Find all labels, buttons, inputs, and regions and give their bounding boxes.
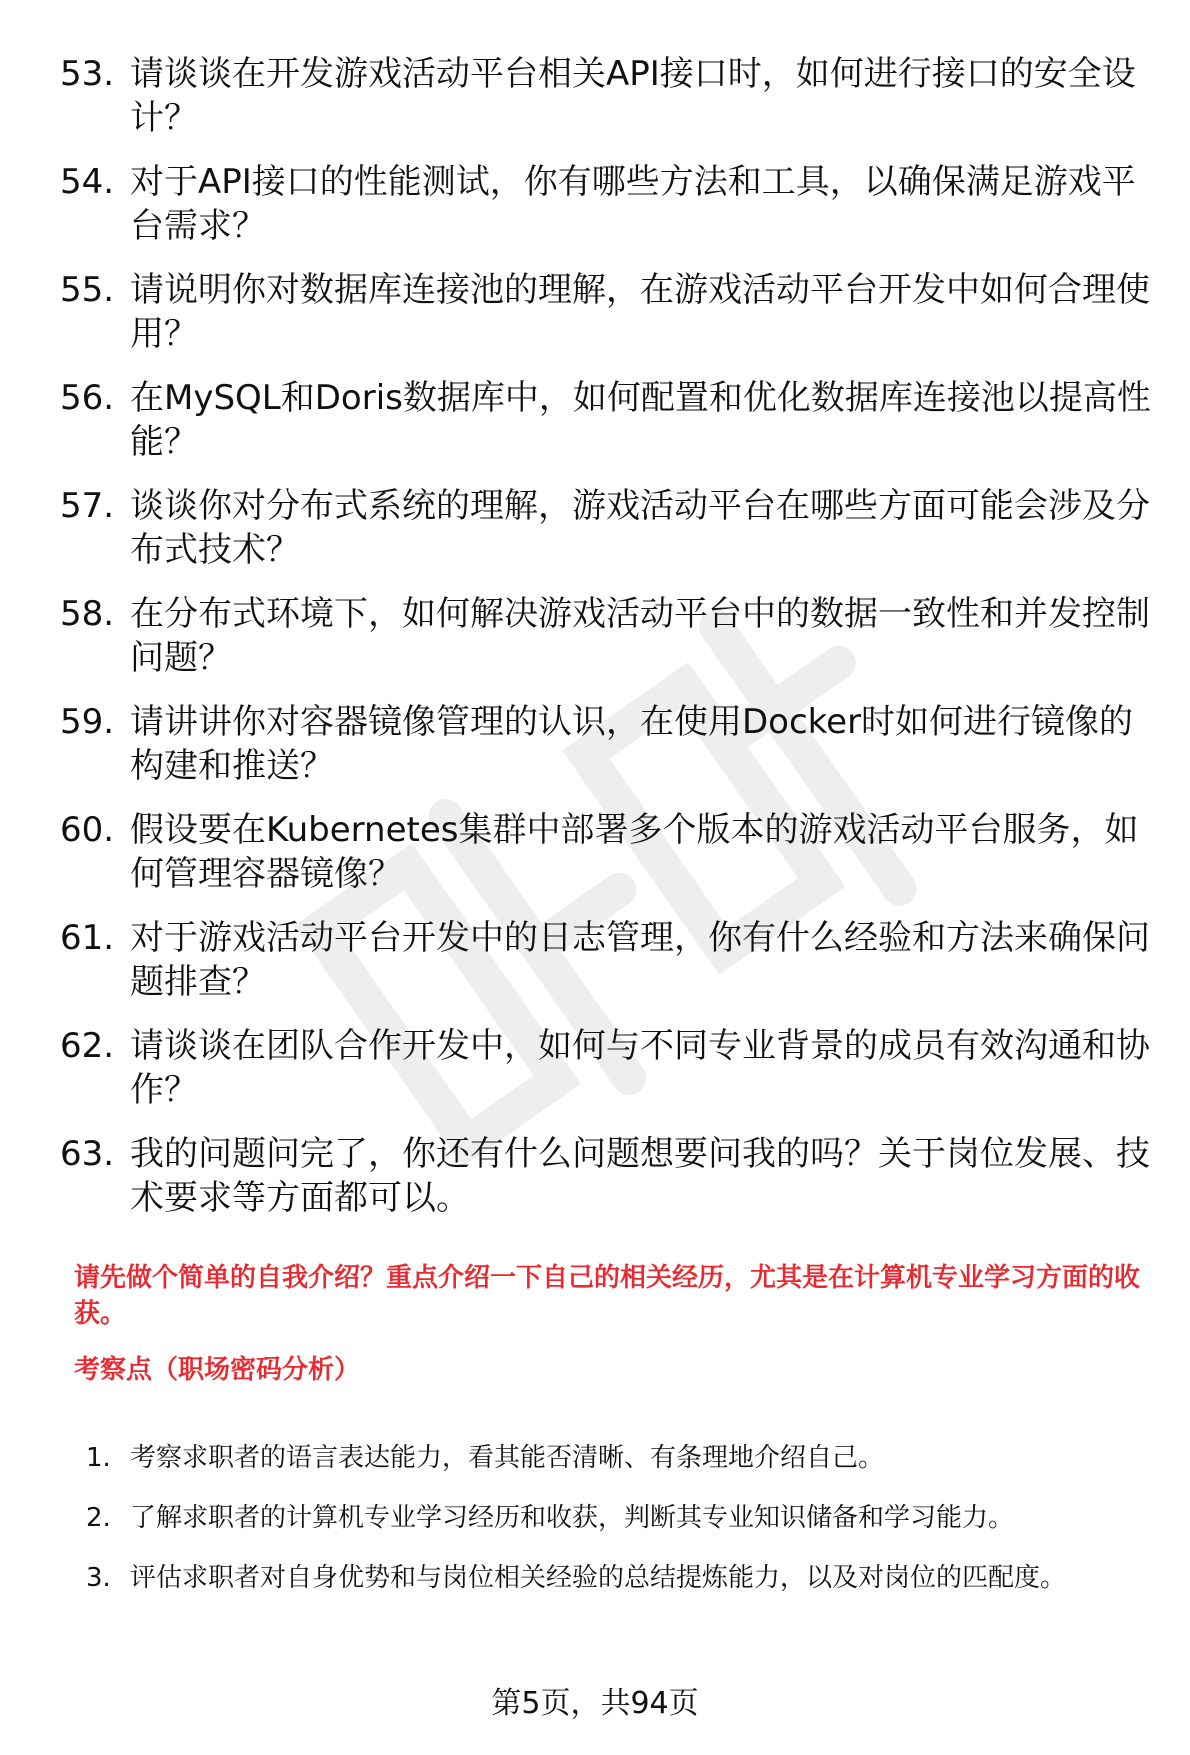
- question-text: 请谈谈在团队合作开发中，如何与不同专业背景的成员有效沟通和协作？: [130, 1026, 1150, 1110]
- question-number: 54.: [60, 162, 115, 202]
- question-text: 请说明你对数据库连接池的理解，在游戏活动平台开发中如何合理使用？: [130, 270, 1150, 354]
- question-number: 62.: [60, 1026, 115, 1066]
- list-item-number: 1.: [86, 1443, 111, 1473]
- list-item-number: 2.: [86, 1503, 111, 1533]
- list-item-text: 考察求职者的语言表达能力，看其能否清晰、有条理地介绍自己。: [130, 1443, 885, 1473]
- question-item: [60, 484, 1160, 572]
- question-item: [60, 160, 1160, 248]
- question-number: 56.: [60, 378, 115, 418]
- question-text: 对于API接口的性能测试，你有哪些方法和工具，以确保满足游戏平台需求？: [130, 162, 1136, 246]
- question-number: 60.: [60, 810, 115, 850]
- question-list: [60, 52, 1160, 1240]
- question-item: [60, 1132, 1160, 1220]
- list-item: [86, 1548, 1156, 1608]
- question-item: [60, 916, 1160, 1004]
- question-number: 63.: [60, 1134, 115, 1174]
- question-item: [60, 592, 1160, 680]
- page-number: 第5页，共94页: [491, 1686, 699, 1721]
- interview-prompt: 请先做个简单的自我介绍？重点介绍一下自己的相关经历，尤其是在计算机专业学习方面的收获。: [74, 1263, 1141, 1329]
- question-text: 请讲讲你对容器镜像管理的认识，在使用Docker时如何进行镜像的构建和推送？: [130, 702, 1134, 786]
- question-text: 假设要在Kubernetes集群中部署多个版本的游戏活动平台服务，如何管理容器镜像？: [130, 810, 1139, 894]
- question-number: 57.: [60, 486, 115, 526]
- list-item: [86, 1428, 1156, 1488]
- question-item: [60, 808, 1160, 896]
- question-number: 55.: [60, 270, 115, 310]
- question-text: 在分布式环境下，如何解决游戏活动平台中的数据一致性和并发控制问题？: [130, 594, 1150, 678]
- list-item: [86, 1488, 1156, 1548]
- question-number: 53.: [60, 54, 115, 94]
- list-item-text: 了解求职者的计算机专业学习经历和收获，判断其专业知识储备和学习能力。: [130, 1503, 1015, 1533]
- question-text: 谈谈你对分布式系统的理解，游戏活动平台在哪些方面可能会涉及分布式技术？: [130, 486, 1150, 570]
- assessment-points-list: [86, 1428, 1156, 1608]
- question-item: [60, 1024, 1160, 1112]
- question-text: 我的问题问完了，你还有什么问题想要问我的吗？关于岗位发展、技术要求等方面都可以。: [130, 1134, 1150, 1218]
- question-item: [60, 376, 1160, 464]
- question-item: [60, 268, 1160, 356]
- question-text: 请谈谈在开发游戏活动平台相关API接口时，如何进行接口的安全设计？: [130, 54, 1136, 138]
- question-text: 对于游戏活动平台开发中的日志管理，你有什么经验和方法来确保问题排查？: [130, 918, 1150, 1002]
- question-item: [60, 52, 1160, 140]
- list-item-text: 评估求职者对自身优势和与岗位相关经验的总结提炼能力，以及对岗位的匹配度。: [130, 1563, 1067, 1593]
- list-item-number: 3.: [86, 1563, 111, 1593]
- question-item: [60, 700, 1160, 788]
- question-text: 在MySQL和Doris数据库中，如何配置和优化数据库连接池以提高性能？: [130, 378, 1151, 462]
- question-number: 61.: [60, 918, 115, 958]
- section-title: 考察点（职场密码分析）: [74, 1355, 361, 1385]
- question-number: 59.: [60, 702, 115, 742]
- question-number: 58.: [60, 594, 115, 634]
